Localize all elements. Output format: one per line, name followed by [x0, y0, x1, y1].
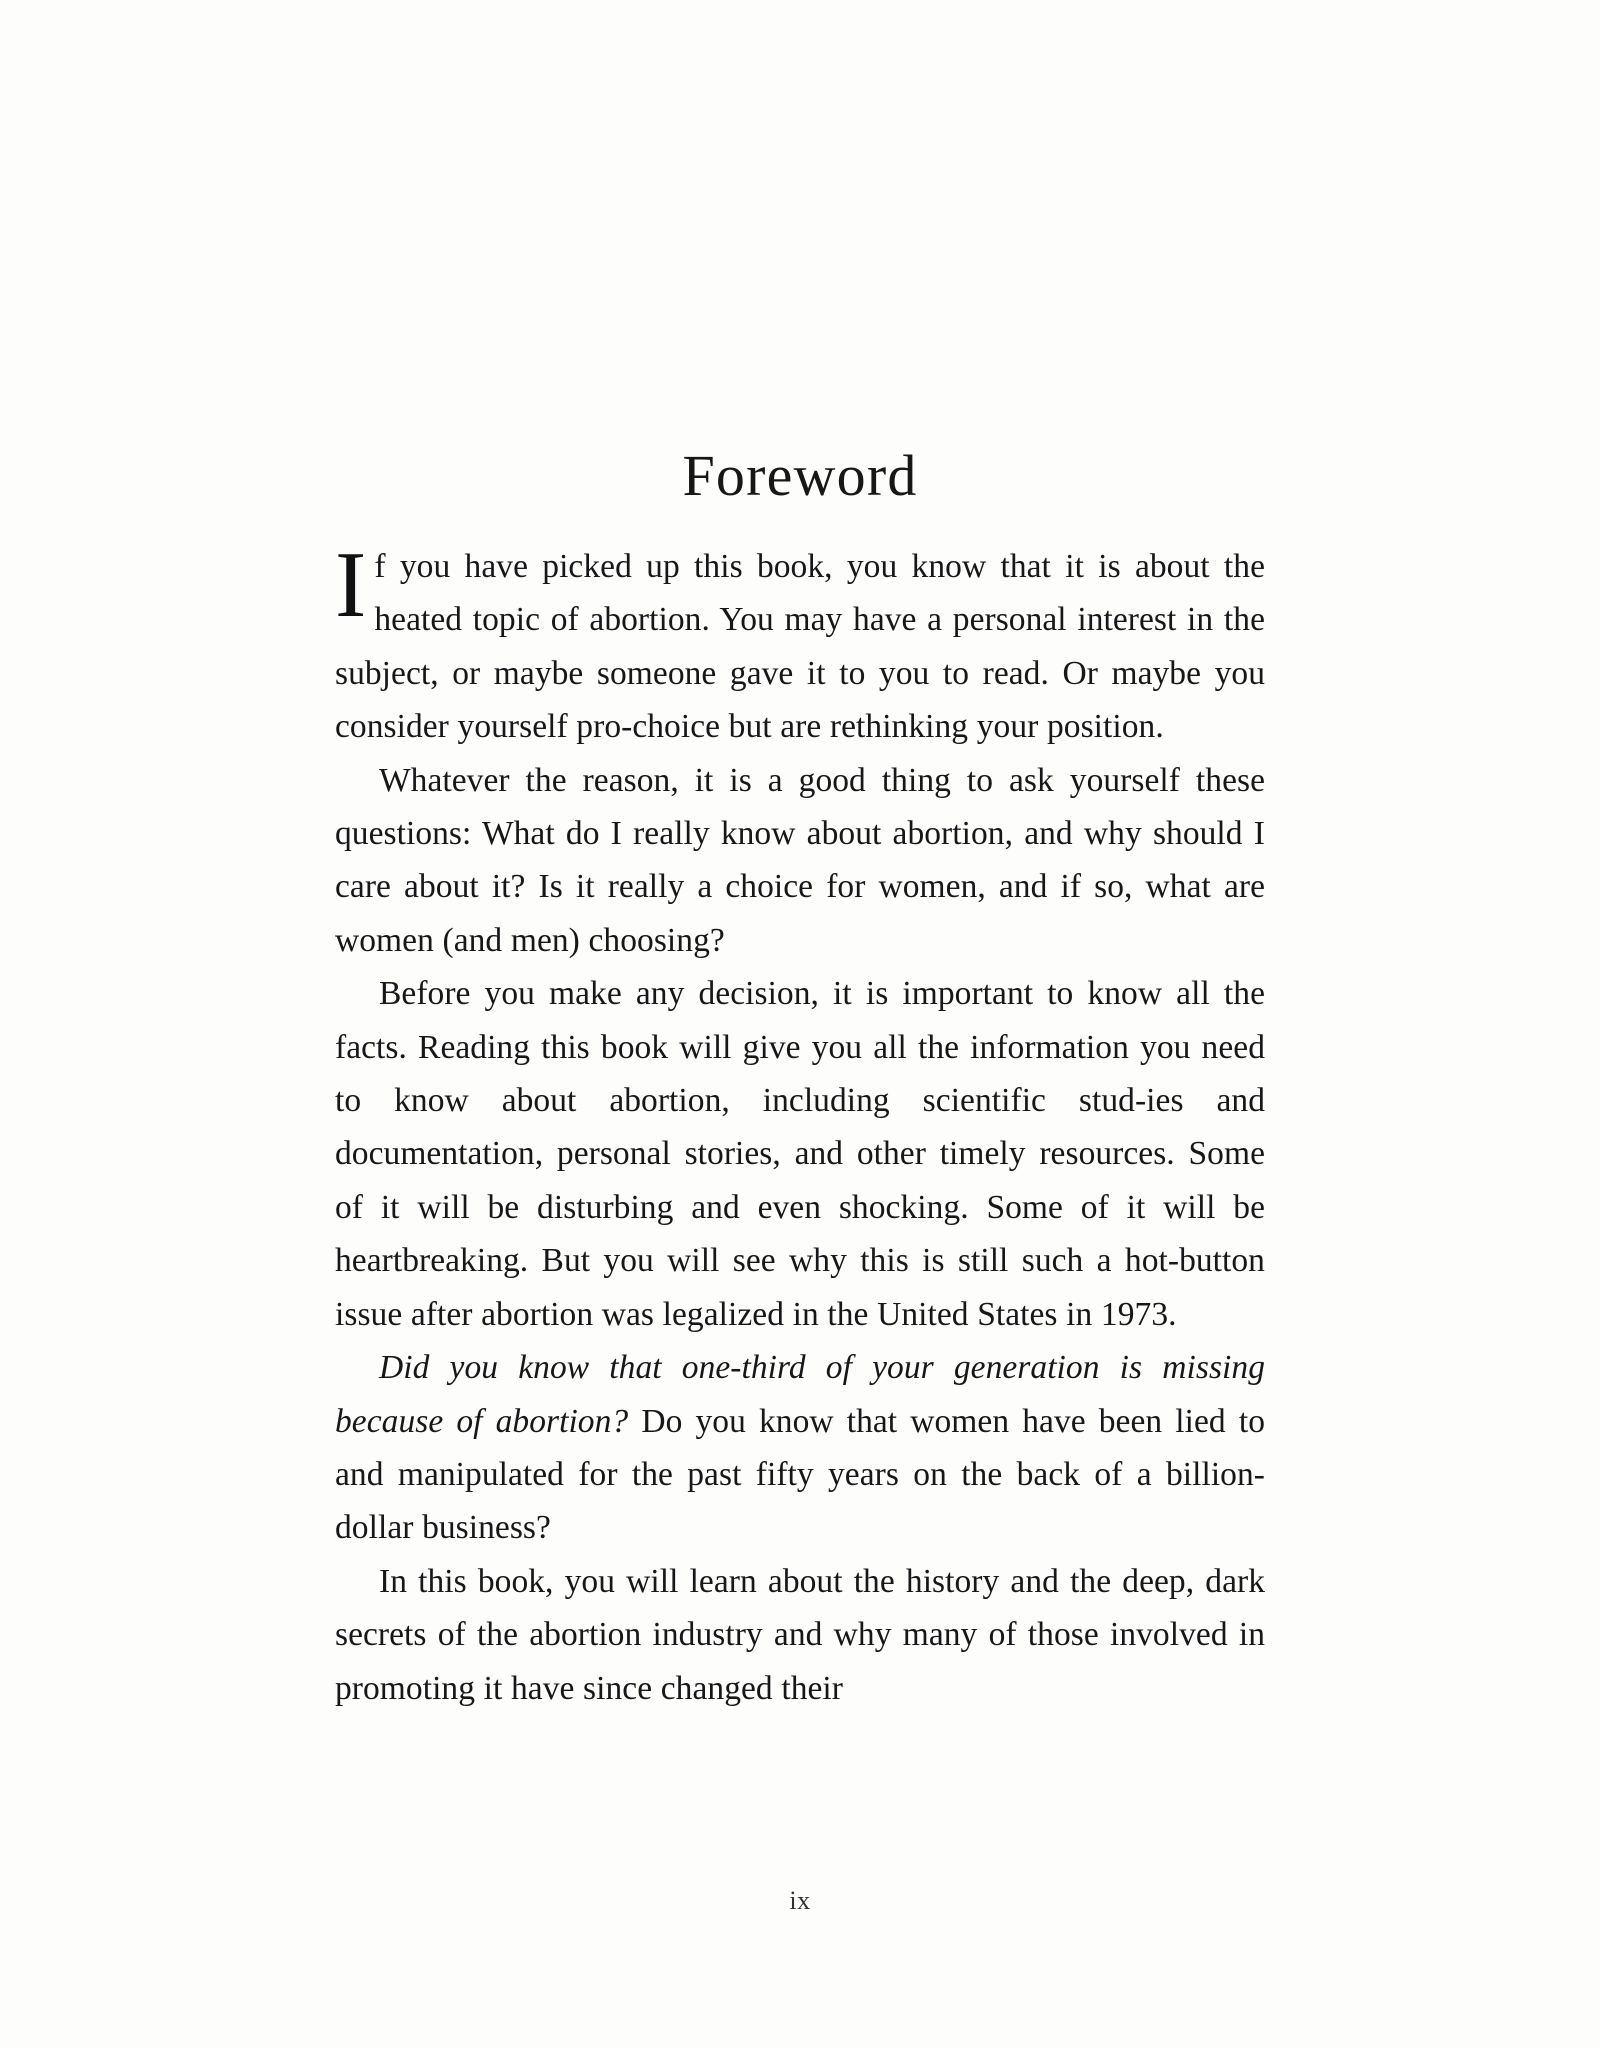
paragraph-1-text: f you have picked up this book, you know that it is about the heated topic of abortion. You may have a personal interest in the subject, or maybe someone gave it to you to read. Or maybe you consider yourself pro-choice but are rethinking your position. [335, 548, 1265, 746]
paragraph-5 [335, 1555, 1265, 1715]
page-number: ix [789, 1886, 811, 1915]
paragraph-3 [335, 967, 1265, 1341]
paragraph-1 [335, 533, 1265, 754]
paragraph-4-italic-lead: Did you know that one-third of your generation is missing because of abortion? [335, 1349, 1265, 1440]
drop-cap-letter: I [335, 533, 367, 637]
paragraph-2-text: Whatever the reason, it is a good thing to ask yourself these questions: What do I really know about abortion, and why should I care about it? Is it really a choice for women, and if so, what are women (and men) choosing? [335, 761, 1265, 959]
page-title: Foreword [682, 442, 918, 508]
body-text-column [335, 533, 1265, 1715]
paragraph-2 [335, 754, 1265, 968]
paragraph-5-text: In this book, you will learn about the history and the deep, dark secrets of the abortion industry and why many of those involved in promoting it have since changed their [335, 1562, 1265, 1707]
paragraph-4 [335, 1341, 1265, 1555]
paragraph-4-text: Do you know that women have been lied to and manipulated for the past fifty years on the back of a billion-dollar business? [335, 1402, 1265, 1547]
paragraph-3-text: Before you make any decision, it is important to know all the facts. Reading this book will give you all the information you need to know about abortion, including scientific stud-ies and documentation, personal stories, and other timely resources. Some of it will be disturbing and even shocking. Some of it will be heartbreaking. But you will see why this is still such a hot-button issue after abortion was legalized in the United States in 1973. [335, 975, 1265, 1333]
